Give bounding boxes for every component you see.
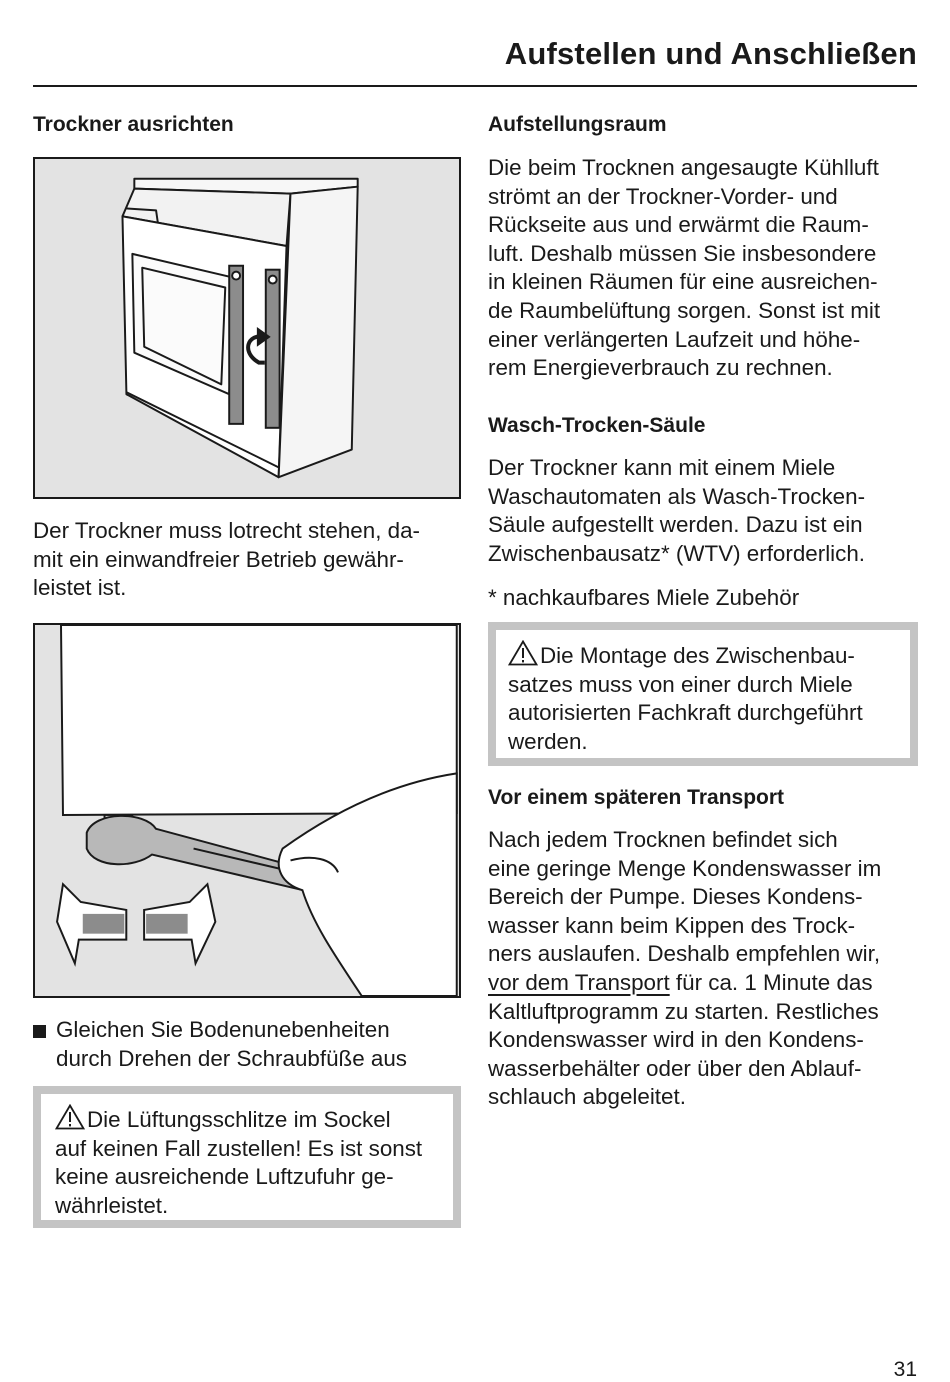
text-line: Waschautomaten als Wasch-Trocken- [488,483,866,509]
text-line: werden. [508,728,588,754]
text-line: Gleichen Sie Bodenunebenheiten [56,1017,390,1042]
text-fragment: für ca. 1 Minute das [669,969,873,995]
ventilation-warning-text [55,1104,422,1220]
text-line: auf keinen Fall zustellen! Es ist sonst [55,1135,423,1161]
text-line: autorisierten Fachkraft durchgeführt [508,700,863,726]
dryer-drawing [35,159,459,497]
text-line [488,969,881,998]
text-line: Zwischenbausatz* (WTV) erforderlich. [488,540,866,566]
text-line: Nach jedem Trocknen befindet sich [488,827,838,852]
text-line: Kaltluftprogramm zu starten. Restliches [488,998,879,1024]
text-line: eine geringe Menge Kondenswasser im [488,855,882,881]
text-line: Kondenswasser wird in den Kondens- [488,1027,864,1053]
text-line: schlauch abgeleitet. [488,1084,686,1110]
text-line: satzes muss von einer durch Miele [508,671,853,697]
text-line: strömt an der Trockner-Vorder- und [488,183,838,209]
text-line: Die beim Trocknen angesaugte Kühlluft [488,155,879,180]
text-line: de Raumbelüftung sorgen. Sonst ist mit [488,297,881,323]
warning-triangle-icon [508,640,538,666]
column-heading: Wasch-Trocken-Säule [488,414,706,437]
transport-heading: Vor einem späteren Transport [488,786,785,809]
bullet-marker [33,1025,46,1038]
room-heading: Aufstellungsraum [488,113,667,136]
ventilation-warning-box [33,1086,461,1228]
text-line: Bereich der Pumpe. Dieses Kondens- [488,884,863,910]
transport-text [488,826,881,1112]
align-heading: Trockner ausrichten [33,113,234,136]
footnote: * nachkaufbares Miele Zubehör [488,585,800,610]
wrench-illustration [33,623,461,998]
text-line: währleistet. [55,1192,169,1218]
align-text [33,517,420,603]
page-number: 31 [893,1358,917,1381]
text-line: in kleinen Räumen für eine ausreichen- [488,269,878,295]
text-line: luft. Deshalb müssen Sie insbesondere [488,240,877,266]
dryer-illustration [33,157,461,499]
installation-warning-box [488,622,918,766]
column-text [488,454,865,568]
page-title: Aufstellen und Anschließen [504,36,917,71]
text-line: durch Drehen der Schraubfüße aus [56,1045,407,1071]
text-line: Rückseite aus und erwärmt die Raum- [488,212,869,238]
text-line: wasser kann beim Kippen des Trock- [488,912,856,938]
text-line: Die Lüftungsschlitze im Sockel [87,1107,391,1132]
text-line: Der Trockner muss lotrecht stehen, da- [33,518,421,543]
text-line: wasserbehälter oder über den Ablauf- [488,1055,862,1081]
text-line: Die Montage des Zwischenbau- [540,643,855,668]
text-line: rem Energieverbrauch zu rechnen. [488,355,833,381]
text-line: einer verlängerten Laufzeit und höhe- [488,326,861,352]
bullet-text [56,1016,407,1073]
text-line: Der Trockner kann mit einem Miele [488,455,836,480]
text-line: Säule aufgestellt werden. Dazu ist ein [488,512,863,538]
installation-warning-text [508,640,863,756]
text-line: keine ausreichende Luftzufuhr ge- [55,1164,394,1190]
underlined-phrase: vor dem Transport [488,969,670,995]
warning-triangle-icon [55,1104,85,1130]
text-line: ners auslaufen. Deshalb empfehlen wir, [488,941,881,967]
wrench-drawing [35,625,459,996]
text-line: leistet ist. [33,575,127,601]
text-line: mit ein einwandfreier Betrieb gewähr- [33,546,404,572]
room-text [488,154,880,383]
header-rule [33,85,917,87]
